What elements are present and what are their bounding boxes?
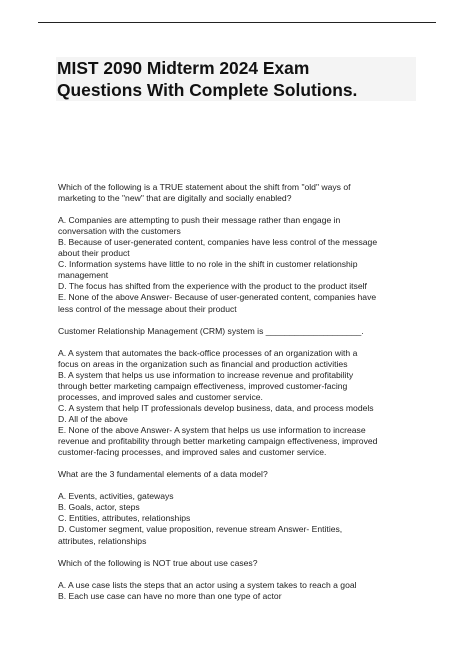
question-1-option-line: E. None of the above Answer- Because of user-generated content, companies have: [58, 292, 377, 303]
question-1-option-line: B. Because of user-generated content, companies have less control of the message: [58, 237, 378, 248]
question-4-option-line: B. Each use case can have no more than one type of actor: [58, 590, 282, 601]
question-2-option-line: processes, and improved sales and customer service.: [58, 391, 263, 402]
question-2-option-line: focus on areas in the organization such as financial and production activities: [58, 358, 348, 369]
question-1-option-line: about their product: [58, 248, 130, 259]
question-1-option-line: A. Companies are attempting to push their message rather than engage in: [58, 215, 341, 226]
question-2-option-line: B. A system that helps us use information to increase revenue and profitability: [58, 369, 354, 380]
question-3: [58, 469, 438, 546]
document-title-line-1: MIST 2090 Midterm 2024 Exam: [57, 58, 310, 78]
question-4-option-line: A. A use case lists the steps that an actor using a system takes to reach a goal: [58, 579, 357, 590]
question-3-option-line: D. Customer segment, value proposition, revenue stream Answer- Entities,: [58, 524, 343, 535]
question-2: [58, 326, 438, 459]
question-3-stem-line: What are the 3 fundamental elements of a data model?: [58, 469, 268, 480]
question-3-option-line: A. Events, activities, gateways: [58, 491, 174, 502]
question-3-option-line: B. Goals, actor, steps: [58, 502, 140, 513]
question-1: [58, 182, 438, 315]
question-1-option-line: C. Information systems have little to no role in the shift in customer relationship: [58, 259, 358, 270]
question-3-option-line: attributes, relationships: [58, 535, 147, 546]
question-2-option-line: customer-facing processes, and improved sales and customer service.: [58, 447, 327, 458]
question-2-option-line: revenue and profitability through better marketing campaign effectiveness, improved: [58, 436, 378, 447]
question-1-stem-line: Which of the following is a TRUE statement about the shift from "old" ways of: [58, 182, 351, 192]
question-1-option-line: conversation with the customers: [58, 226, 181, 237]
question-2-stem-line: Customer Relationship Management (CRM) system is ____________________.: [58, 325, 364, 336]
question-2-option-line: A. A system that automates the back-office processes of an organization with a: [58, 347, 358, 358]
document-title-line-2: Questions With Complete Solutions.: [57, 80, 358, 100]
document-body: [58, 182, 438, 602]
question-2-option-line: D. All of the above: [58, 413, 128, 424]
question-2-option-line: through better marketing campaign effectiveness, improved customer-facing: [58, 380, 348, 391]
question-4-stem-line: Which of the following is NOT true about use cases?: [58, 557, 258, 568]
header-rule: [38, 22, 436, 23]
question-3-option-line: C. Entities, attributes, relationships: [58, 513, 191, 524]
question-2-option-line: C. A system that help IT professionals develop business, data, and process models: [58, 402, 374, 413]
question-1-option-line: D. The focus has shifted from the experience with the product to the product itself: [58, 281, 367, 292]
question-2-option-line: E. None of the above Answer- A system that helps us use information to increase: [58, 425, 366, 436]
question-1-option-line: management: [58, 270, 109, 281]
question-1-option-line: less control of the message about their product: [58, 303, 237, 314]
question-4: [58, 558, 438, 602]
question-1-stem-line: marketing to the "new" that are digitally and socially enabled?: [58, 193, 292, 204]
